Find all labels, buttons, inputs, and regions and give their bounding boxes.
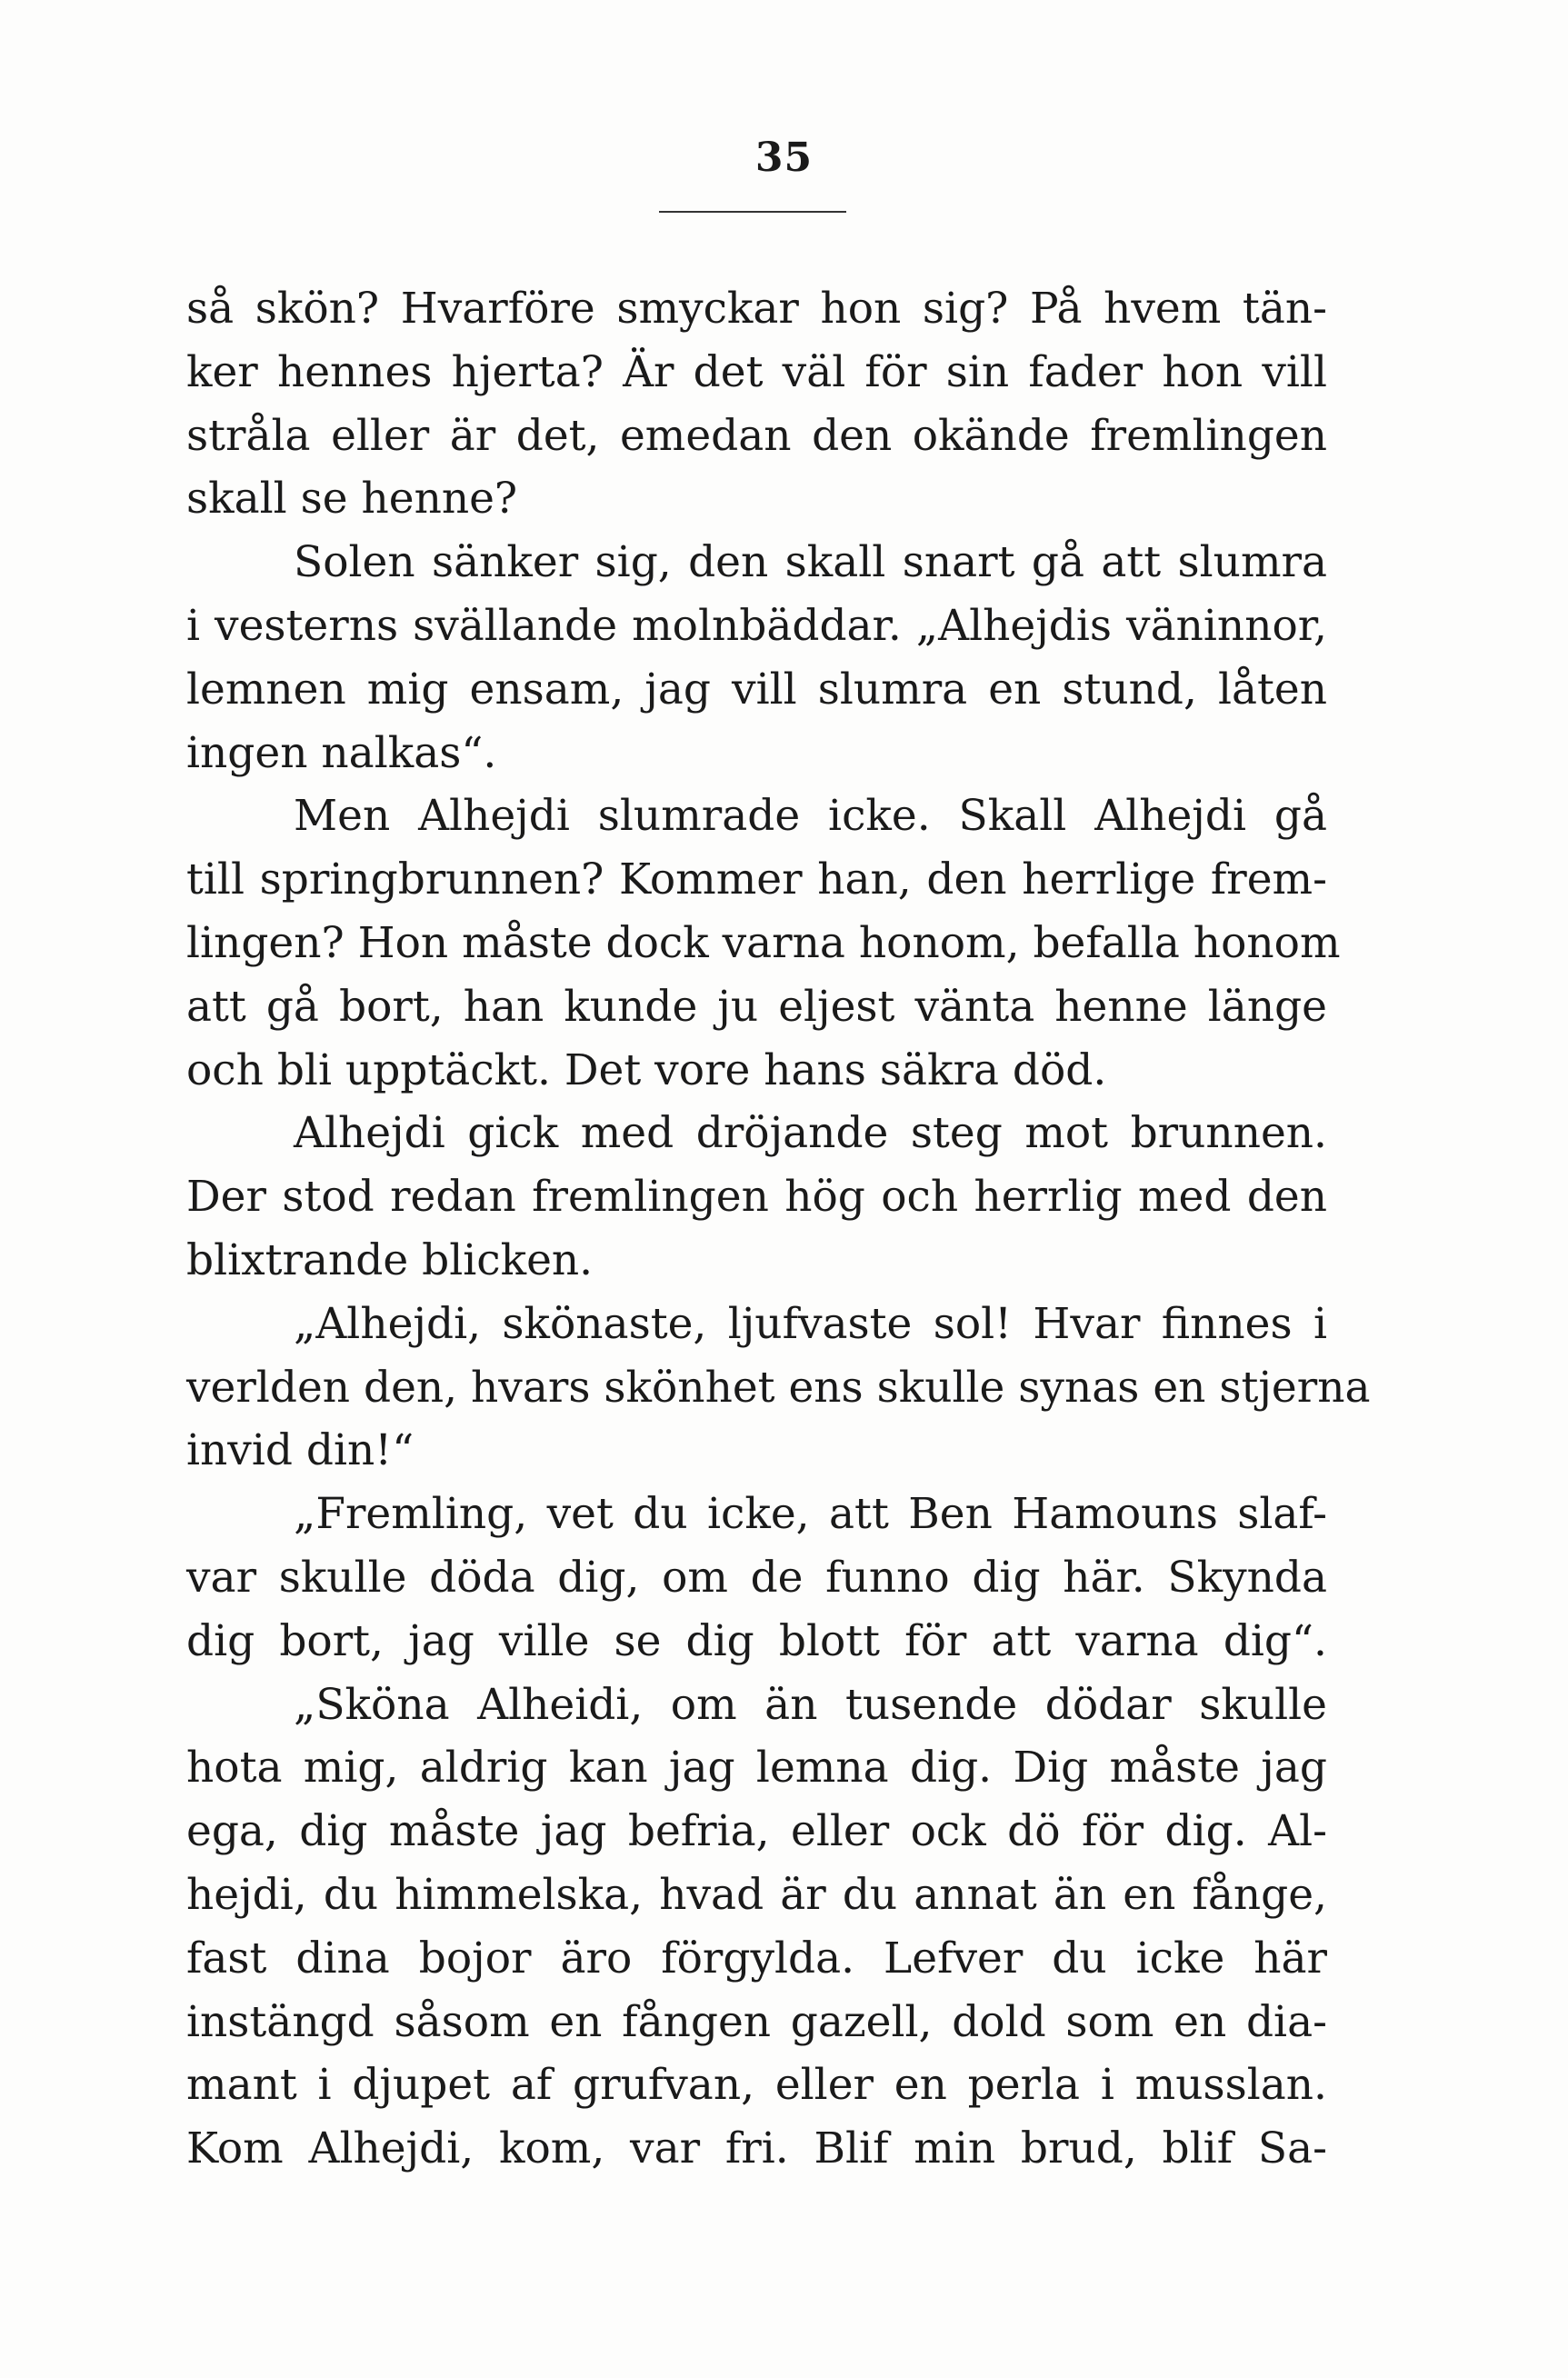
text-line: instängd såsom en fången gazell, dold som en dia- <box>186 1996 1327 2047</box>
text-line: fast dina bojor äro förgylda. Lefver du icke här <box>186 1933 1327 1983</box>
text-line: stråla eller är det, emedan den okände fremlingen <box>186 410 1327 461</box>
text-line: Alhejdi gick med dröjande steg mot brunnen. <box>294 1108 1327 1159</box>
text-line: dig bort, jag ville se dig blott för att varna dig“. <box>186 1615 1327 1666</box>
text-line: i vesterns svällande molnbäddar. „Alhejdis väninnor, <box>186 600 1327 651</box>
text-line: Solen sänker sig, den skall snart gå att slumra <box>294 537 1327 588</box>
text-line: var skulle döda dig, om de funno dig här. Skynda <box>186 1552 1327 1603</box>
text-line: ingen nalkas“. <box>186 727 497 778</box>
text-line: så skön? Hvarföre smyckar hon sig? På hvem tän- <box>186 284 1327 334</box>
body-text <box>186 277 1371 2181</box>
text-line: hejdi, du himmelska, hvad är du annat än en fånge, <box>186 1869 1327 1920</box>
text-line: till springbrunnen? Kommer han, den herrlige frem- <box>186 854 1327 905</box>
text-line: verlden den, hvars skönhet ens skulle synas en stjerna <box>186 1362 1371 1413</box>
page-number: 35 <box>754 135 814 181</box>
text-line: hota mig, aldrig kan jag lemna dig. Dig måste jag <box>186 1743 1327 1793</box>
text-line: Kom Alhejdi, kom, var fri. Blif min brud, blif Sa- <box>186 2123 1327 2174</box>
text-line: att gå bort, han kunde ju eljest vänta henne länge <box>186 981 1327 1032</box>
text-line: ega, dig måste jag befria, eller ock dö för dig. Al- <box>186 1806 1327 1857</box>
text-line: Men Alhejdi slumrade icke. Skall Alhejdi gå <box>294 791 1327 842</box>
text-line: lemnen mig ensam, jag vill slumra en stund, låten <box>186 664 1327 714</box>
text-line: „Sköna Alheidi, om än tusende dödar skulle <box>294 1679 1327 1730</box>
text-line: lingen? Hon måste dock varna honom, befalla honom <box>186 917 1341 968</box>
text-line: och bli upptäckt. Det vore hans säkra död. <box>186 1044 1107 1095</box>
text-line: invid din!“ <box>186 1425 414 1476</box>
text-line: „Alhejdi, skönaste, ljufvaste sol! Hvar finnes i <box>294 1298 1327 1349</box>
text-line: blixtrande blicken. <box>186 1234 594 1285</box>
header-rule <box>659 211 846 213</box>
text-line: ker hennes hjerta? Är det väl för sin fader hon vill <box>186 346 1327 397</box>
text-line: „Fremling, vet du icke, att Ben Hamouns slaf- <box>294 1489 1327 1540</box>
text-line: Der stod redan fremlingen hög och herrlig med den <box>186 1172 1327 1223</box>
text-line: mant i djupet af grufvan, eller en perla i musslan. <box>186 2060 1327 2111</box>
text-line: skall se henne? <box>186 474 518 525</box>
